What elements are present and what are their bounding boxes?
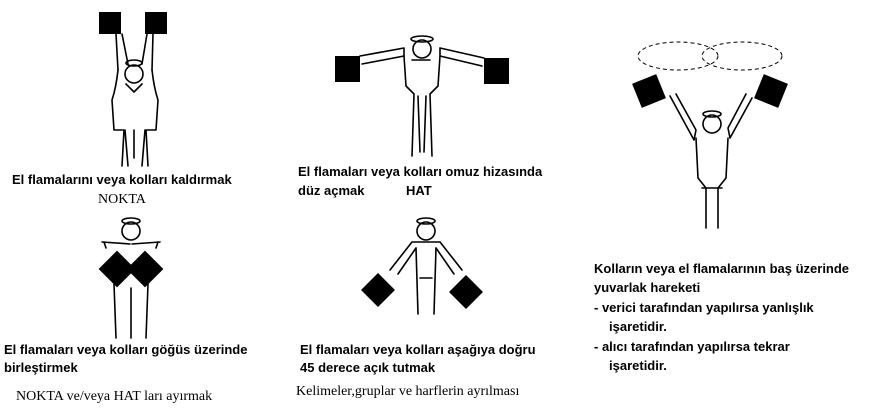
circle-motion-right xyxy=(702,42,782,70)
right-flag xyxy=(145,12,167,34)
caption-arms-shoulder-2: düz açmak xyxy=(298,183,365,198)
caption-arms-down-2: 45 derece açık tutmak xyxy=(300,360,436,375)
caption-arms-circle-2: yuvarlak hareketi xyxy=(594,280,701,295)
caption-arms-circle-1: Kolların veya el flamalarının baş üzerinde xyxy=(594,261,850,276)
left-flag xyxy=(361,273,395,307)
meaning-arms-down: Kelimeler,gruplar ve harflerin ayrılması xyxy=(296,384,520,399)
figure-arms-down xyxy=(360,218,495,340)
caption-arms-circle-5: - alıcı tarafından yapılırsa tekrar xyxy=(594,339,790,354)
caption-arms-chest-2: birleştirmek xyxy=(4,360,78,375)
figure-arms-raised xyxy=(92,8,182,168)
caption-arms-shoulder-1: El flamaları veya kolları omuz hizasında xyxy=(298,164,543,179)
figure-arms-chest xyxy=(96,218,166,340)
circle-motion-left xyxy=(638,42,718,70)
caption-arms-down-1: El flamaları veya kolları aşağıya doğru xyxy=(300,342,536,357)
right-flag xyxy=(754,74,788,108)
caption-arms-circle-4: işaretidir. xyxy=(609,319,667,334)
caption-arms-circle-3: - verici tarafından yapılırsa yanlışlık xyxy=(594,300,814,315)
figure-arms-shoulder xyxy=(332,34,517,159)
right-flag xyxy=(449,275,483,309)
figure-arms-circle xyxy=(630,38,795,233)
caption-raise-arms: El flamalarını veya kolları kaldırmak xyxy=(12,172,232,187)
caption-arms-circle-6: işaretidir. xyxy=(609,358,667,373)
meaning-raise-arms: NOKTA xyxy=(98,192,146,207)
meaning-arms-shoulder: HAT xyxy=(406,183,432,198)
left-flag xyxy=(335,56,360,82)
left-flag xyxy=(99,12,121,34)
left-flag xyxy=(632,74,666,108)
caption-arms-chest-1: El flamaları veya kolları göğüs üzerinde xyxy=(4,342,248,357)
meaning-arms-chest: NOKTA ve/veya HAT ları ayırmak xyxy=(16,389,213,404)
right-flag xyxy=(484,58,509,84)
right-flag xyxy=(127,251,164,288)
